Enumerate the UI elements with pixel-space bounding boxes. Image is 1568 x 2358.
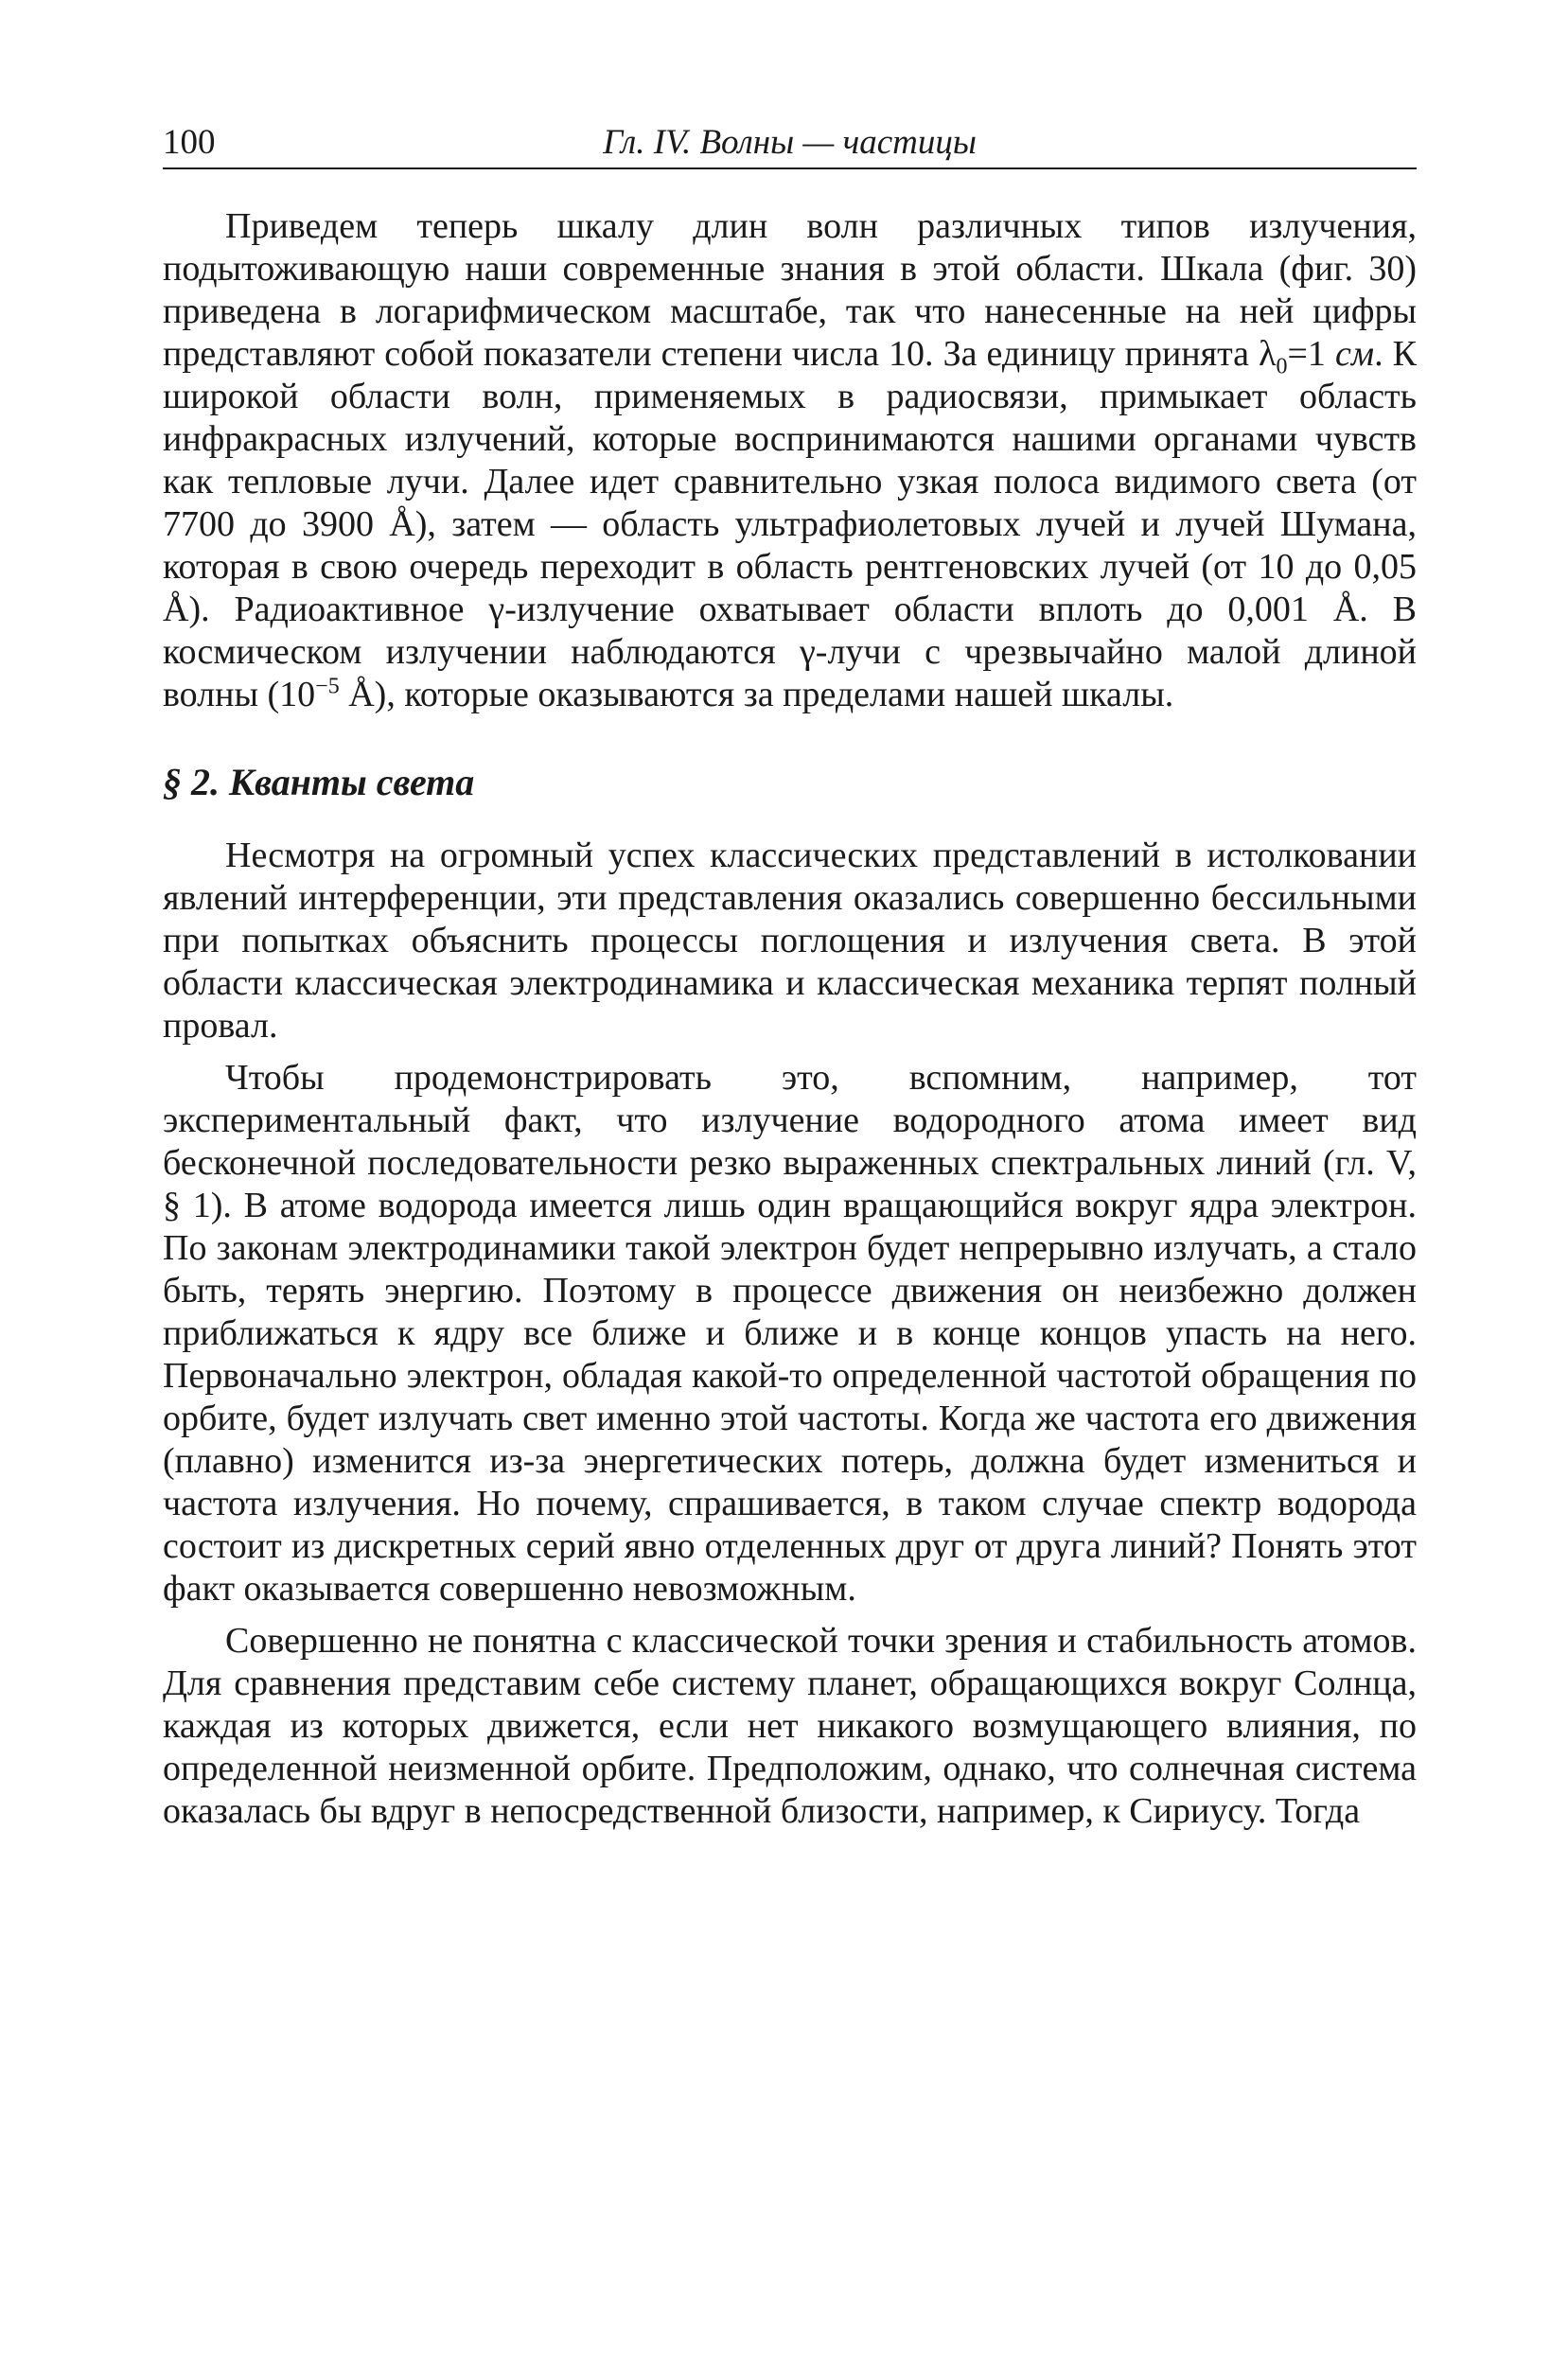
paragraph-classical-failure: Несмотря на огромный успех классических представлений в истолковании явлений интерференции, эти представления оказались совершенно бессильными при попытках объяснить процессы поглощения и излучения света. В этой области классическая электродинамика и классическая механика терпят полный провал. <box>163 836 1417 1046</box>
section-heading: § 2. Кванты света <box>163 761 475 803</box>
text-run: =1 <box>1287 334 1335 374</box>
paragraph-atom-stability: Совершенно не понятна с классической точки зрения и стабильность атомов. Для сравнения представим себе систему планет, обращающихся вокруг Солнца, каждая из которых движется, если нет никакого возмущающего влияния, по определенной неизменной орбите. Предположим, однако, что солнечная система оказалась бы вдруг в непосредственной близости, например, к Сириусу. Тогда <box>163 1621 1417 1831</box>
running-title: Гл. IV. Волны — частицы <box>603 123 977 162</box>
paragraph-hydrogen-spectrum: Чтобы продемонстрировать это, вспомним, например, тот экспериментальный факт, что излучение водородного атома имеет вид бесконечной последовательности резко выраженных спектральных линий (гл. V, § 1). В атоме водорода имеется лишь один вращающийся вокруг ядра электрон. По законам электродинамики такой электрон будет непрерывно излучать, а стало быть, терять энергию. Поэтому в процессе движения он неизбежно должен приближаться к ядру все ближе и ближе и в конце концов упасть на него. Первоначально электрон, обладая какой-то определенной частотой обращения по орбите, будет излучать свет именно этой частоты. Когда же частота его движения (плавно) изменится из-за энергетических потерь, должна будет измениться и частота излучения. Но почему, спрашивается, в таком случае спектр водорода состоит из дискретных серий явно отделенных друг от друга линий? Понять этот факт оказывается совершенно невозможным. <box>163 1058 1417 1609</box>
page-number: 100 <box>163 123 216 162</box>
subscript-zero: 0 <box>1276 354 1288 379</box>
text-run: . К широкой области волн, применяемых в радиосвязи, примыкает область инфракрасных излучений, которые воспринимаются нашими органами чувств как тепловые лучи. Далее идет сравнительно узкая полоса видимого света (от 7700 до 3900 Å), затем — область ультрафиолетовых лучей и лучей Шумана, которая в свою очередь переходит в область рентгеновских лучей (от 10 до 0,05 Å). Радиоактивное γ-излучение охватывает области вплоть до 0,001 Å. В космическом излучении наблюдаются γ-лучи с чрезвычайно малой длиной волны (10 <box>163 334 1417 714</box>
unit-cm: см <box>1334 334 1375 374</box>
paragraph-wavelength-scale <box>163 205 1417 716</box>
running-header <box>163 118 1417 169</box>
body-text <box>163 205 1417 1833</box>
text-run: Å), которые оказываются за пределами нашей шкалы. <box>339 675 1174 714</box>
text-run: Приведем теперь шкалу длин волн различных типов излучения, подытоживающую наши современные знания в этой области. Шкала (фиг. 30) приведена в логарифмическом масштабе, так что нанесенные на ней цифры представляют собой показатели степени числа 10. За единицу принята λ <box>163 206 1417 374</box>
book-page <box>163 118 1417 1833</box>
superscript-exponent: −5 <box>315 674 340 699</box>
